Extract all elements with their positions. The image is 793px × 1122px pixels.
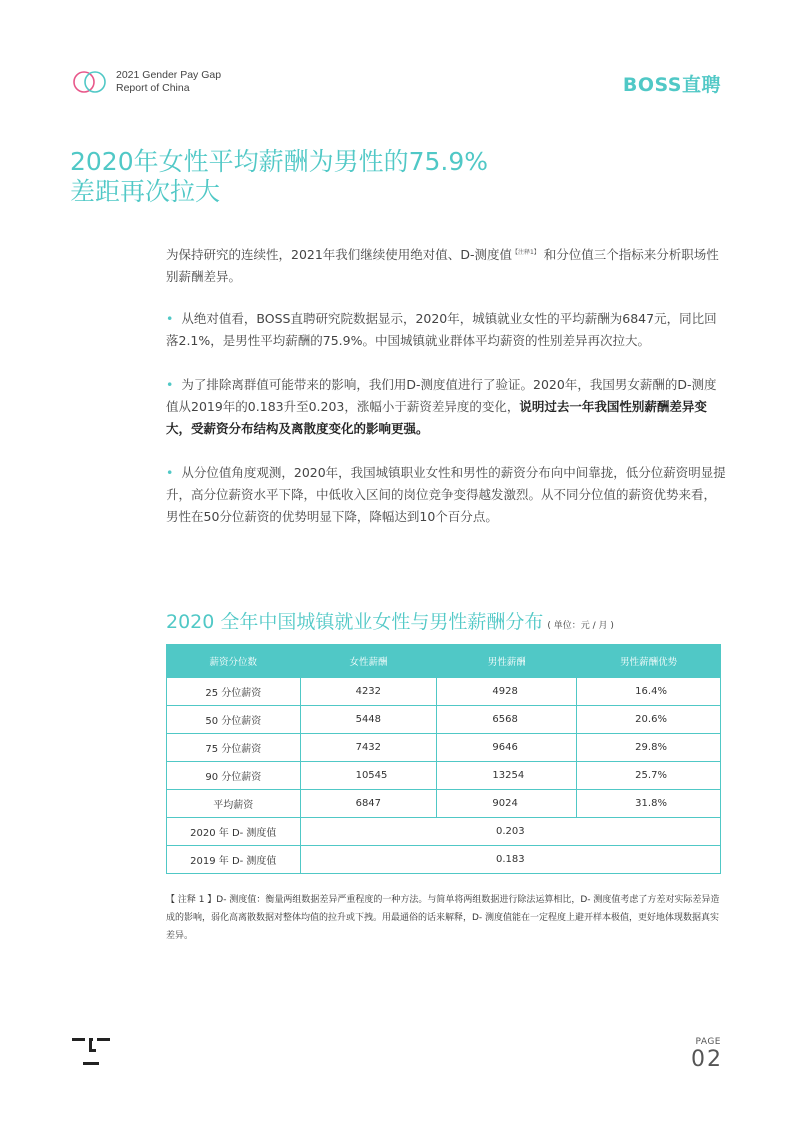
table-row (167, 734, 721, 762)
report-logo-icon (72, 70, 108, 94)
col-header-advantage: 男性薪酬优势 (577, 645, 721, 678)
table-row (167, 706, 721, 734)
cell-percentile: 平均薪资 (167, 790, 301, 818)
table-row-d-measure (167, 846, 721, 874)
cell-d-value: 0.203 (300, 818, 720, 846)
cell-female: 6847 (300, 790, 437, 818)
cell-percentile: 90 分位薪资 (167, 762, 301, 790)
page-number: 02 (691, 1047, 723, 1072)
bullet-dot-icon: • (166, 377, 174, 392)
cell-female: 4232 (300, 678, 437, 706)
page-label: PAGE (695, 1037, 721, 1047)
bullet-text: 为了排除离群值可能带来的影响，我们用D-测度值进行了验证。2020年，我国男女薪酬的D-测度值从2019年的0.183升至0.203，涨幅小于薪资差异度的变化， (166, 377, 717, 414)
cell-male: 9024 (437, 790, 577, 818)
cell-advantage: 20.6% (577, 706, 721, 734)
cell-male: 4928 (437, 678, 577, 706)
bullet-absolute-value (166, 308, 726, 352)
salary-distribution-table (166, 644, 721, 874)
bullet-text: 从分位值角度观测，2020年，我国城镇职业女性和男性的薪资分布向中间靠拢，低分位薪资明显提升，高分位薪资水平下降，中低收入区间的岗位竞争变得越发激烈。从不同分位值的薪资优势来看，男性在50分位薪资的优势明显下降，降幅达到10个百分点。 (166, 465, 726, 524)
footnote: 【 注释 1 】D- 测度值：衡量两组数据差异严重程度的一种方法。与简单将两组数据进行除法运算相比，D- 测度值考虑了方差对实际差异造成的影响，弱化高离散数据对整体均值的拉升或下拽。用最通俗的话来解释，D- 测度值能在一定程度上避开样本极值，更好地体现数据真实差异。 (166, 895, 720, 941)
table-unit: ( 单位：元 / 月 ) (547, 621, 614, 631)
footer-face-logo-icon (72, 1036, 110, 1068)
bullet-d-measure (166, 374, 726, 440)
cell-advantage: 29.8% (577, 734, 721, 762)
page-title-line1: 2020年女性平均薪酬为男性的75.9% (70, 147, 489, 176)
table-row (167, 762, 721, 790)
table-row-d-measure (167, 818, 721, 846)
bullet-text: 从绝对值看，BOSS直聘研究院数据显示，2020年，城镇就业女性的平均薪酬为6847元，同比回落2.1%，是男性平均薪酬的75.9%。中国城镇就业群体平均薪资的性别差异再次拉大。 (166, 311, 717, 348)
table-title-text: 2020 全年中国城镇就业女性与男性薪酬分布 (166, 611, 544, 633)
cell-male: 6568 (437, 706, 577, 734)
col-header-percentile: 薪资分位数 (167, 645, 301, 678)
col-header-female: 女性薪酬 (300, 645, 437, 678)
table-title (166, 607, 614, 634)
cell-percentile: 50 分位薪资 (167, 706, 301, 734)
note-reference: 【注释1】 (511, 249, 540, 256)
cell-advantage: 25.7% (577, 762, 721, 790)
col-header-male: 男性薪酬 (437, 645, 577, 678)
cell-female: 10545 (300, 762, 437, 790)
brand-logo: BOSS直聘 (622, 74, 721, 96)
cell-advantage: 16.4% (577, 678, 721, 706)
table-row (167, 678, 721, 706)
table-row (167, 790, 721, 818)
page-title-line2: 差距再次拉大 (70, 177, 221, 206)
cell-d-label: 2020 年 D- 测度值 (167, 818, 301, 846)
intro-paragraph (166, 242, 726, 288)
bullet-percentile (166, 462, 726, 528)
bullet-dot-icon: • (166, 311, 174, 326)
cell-female: 5448 (300, 706, 437, 734)
cell-d-value: 0.183 (300, 846, 720, 874)
report-name-line2: Report of China (116, 82, 190, 94)
intro-text-before: 为保持研究的连续性，2021年我们继续使用绝对值、D-测度值 (166, 247, 512, 263)
bullet-dot-icon: • (166, 465, 174, 480)
cell-percentile: 25 分位薪资 (167, 678, 301, 706)
table-header-row (167, 645, 721, 678)
bullet-bold-conclusion: 说明过去一年我国性别薪酬差异变大，受薪资分布结构及离散度变化的影响更强。 (166, 399, 707, 436)
cell-percentile: 75 分位薪资 (167, 734, 301, 762)
cell-female: 7432 (300, 734, 437, 762)
cell-advantage: 31.8% (577, 790, 721, 818)
cell-male: 13254 (437, 762, 577, 790)
cell-d-label: 2019 年 D- 测度值 (167, 846, 301, 874)
intro-text-after: 和分位值三个指标来分析职场性别薪酬差异。 (166, 247, 719, 285)
cell-male: 9646 (437, 734, 577, 762)
page-title (70, 147, 488, 207)
report-name-line1: 2021 Gender Pay Gap (116, 69, 222, 81)
report-name (116, 69, 221, 95)
